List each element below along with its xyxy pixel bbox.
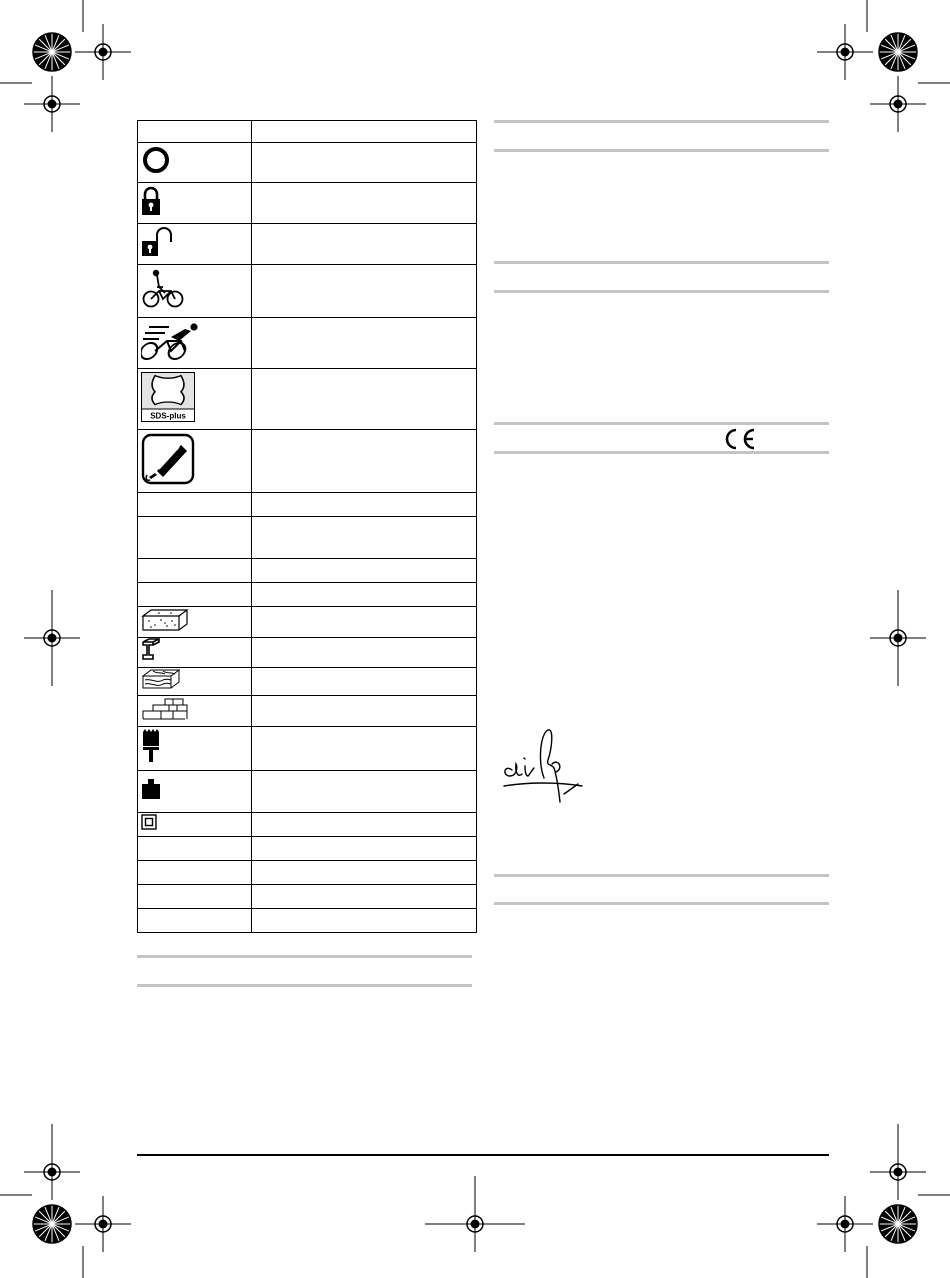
row-unlock [138, 224, 477, 265]
description-cell [252, 121, 477, 143]
symbol-cell [138, 224, 252, 265]
double-insulation-icon [141, 814, 157, 835]
sds-plus-icon [141, 372, 195, 427]
symbol-cell [138, 430, 252, 493]
row-sds-plus [138, 369, 477, 430]
symbol-cell [138, 517, 252, 559]
signature-image [498, 724, 588, 804]
row-cyclist-fast [138, 318, 477, 369]
description-cell [252, 493, 477, 517]
symbol-cell [138, 727, 252, 771]
row-blank-1 [138, 493, 477, 517]
section-rule [494, 120, 829, 123]
symbol-cell [138, 837, 252, 861]
row-cyclist-slow [138, 265, 477, 318]
row-blank-3 [138, 559, 477, 583]
symbol-cell [138, 638, 252, 668]
description-cell [252, 559, 477, 583]
row-blank-5 [138, 837, 477, 861]
symbol-cell [138, 121, 252, 143]
row-blank-6 [138, 861, 477, 885]
description-cell [252, 668, 477, 696]
wood-icon [141, 668, 181, 695]
symbol-cell [138, 668, 252, 696]
description-cell [252, 183, 477, 224]
registration-mark-icon [24, 1144, 80, 1200]
symbol-cell [138, 265, 252, 318]
symbol-cell [138, 696, 252, 727]
section-rule [494, 451, 829, 454]
row-off [138, 143, 477, 183]
description-cell [252, 837, 477, 861]
registration-mark-icon [817, 24, 873, 80]
concrete-block-icon [141, 608, 189, 637]
section-rule [494, 422, 829, 425]
symbol-cell [138, 607, 252, 638]
row-masonry [138, 696, 477, 727]
description-cell [252, 224, 477, 265]
row-lock [138, 183, 477, 224]
symbol-cell [138, 559, 252, 583]
padlock-closed-icon [141, 186, 161, 221]
registration-mark-icon [75, 1196, 131, 1252]
description-cell [252, 607, 477, 638]
grease-tube-icon [141, 433, 195, 490]
description-cell [252, 318, 477, 369]
symbol-cell [138, 493, 252, 517]
row-steel [138, 638, 477, 668]
symbol-cell [138, 813, 252, 837]
description-cell [252, 909, 477, 933]
section-rule [494, 874, 829, 877]
padlock-open-icon [141, 226, 181, 263]
symbol-cell [138, 909, 252, 933]
symbol-cell [138, 885, 252, 909]
color-registration-wheel-icon [879, 33, 917, 71]
section-rule [494, 149, 829, 152]
description-cell [252, 813, 477, 837]
color-registration-wheel-icon [879, 1205, 917, 1243]
brick-wall-icon [141, 697, 189, 726]
registration-mark-icon [870, 1144, 926, 1200]
row-wood [138, 668, 477, 696]
row-protection-class [138, 813, 477, 837]
section-rule [494, 290, 829, 293]
symbol-cell [138, 771, 252, 813]
description-cell [252, 771, 477, 813]
color-registration-wheel-icon [33, 1205, 71, 1243]
description-cell [252, 696, 477, 727]
description-cell [252, 265, 477, 318]
color-registration-wheel-icon [33, 33, 71, 71]
row-grease [138, 430, 477, 493]
registration-mark-icon [24, 76, 80, 132]
row-blank-4 [138, 583, 477, 607]
registration-mark-icon [817, 1196, 873, 1252]
footer-rule [137, 1154, 829, 1156]
registration-mark-icon [870, 76, 926, 132]
description-cell [252, 369, 477, 430]
steel-beam-icon [141, 638, 163, 667]
symbol-cell [138, 369, 252, 430]
cyclist-slow-icon [141, 269, 185, 314]
symbol-cell [138, 861, 252, 885]
row-blank-2 [138, 517, 477, 559]
ce-mark-icon [722, 427, 758, 451]
description-cell [252, 727, 477, 771]
description-cell [252, 861, 477, 885]
weight-icon [141, 778, 161, 805]
description-cell [252, 430, 477, 493]
row-blank-8 [138, 909, 477, 933]
row-core-bit [138, 727, 477, 771]
row-blank-7 [138, 885, 477, 909]
description-cell [252, 583, 477, 607]
description-cell [252, 638, 477, 668]
cyclist-fast-icon [141, 321, 201, 366]
svg-text:SDS-plus: SDS-plus [150, 411, 186, 420]
description-cell [252, 143, 477, 183]
section-rule [137, 984, 472, 987]
description-cell [252, 517, 477, 559]
circle-ring-icon [141, 145, 171, 180]
symbol-table [137, 120, 477, 933]
row-blank-header [138, 121, 477, 143]
row-weight [138, 771, 477, 813]
symbol-cell [138, 183, 252, 224]
symbol-cell [138, 318, 252, 369]
registration-mark-icon [75, 24, 131, 80]
section-rule [494, 261, 829, 264]
description-cell [252, 885, 477, 909]
section-rule [494, 902, 829, 905]
symbol-cell [138, 583, 252, 607]
core-bit-icon [141, 728, 161, 769]
row-concrete [138, 607, 477, 638]
symbol-cell [138, 143, 252, 183]
section-rule [137, 955, 472, 958]
registration-mark-icon [447, 1196, 503, 1252]
